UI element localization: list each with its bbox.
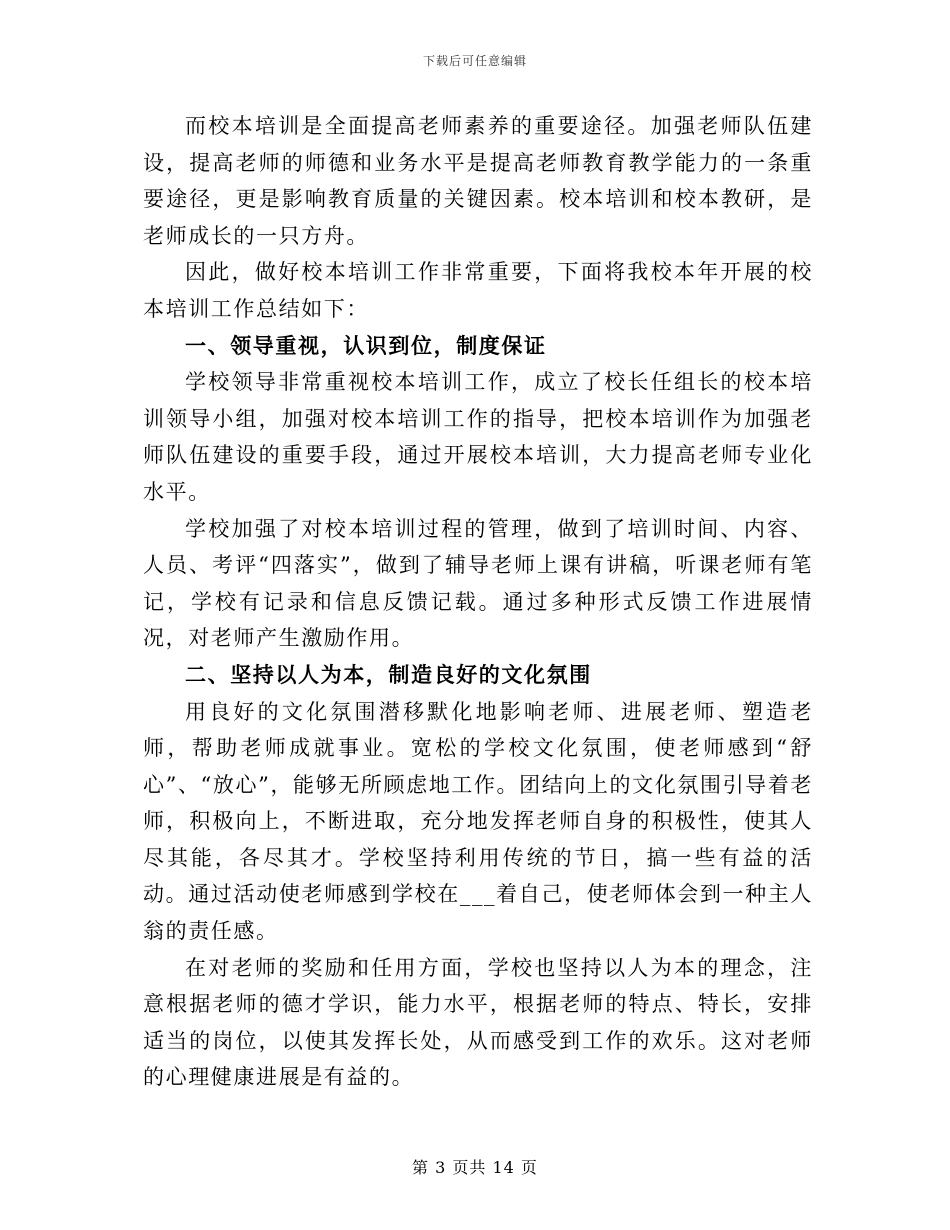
- section-heading-1: 一、领导重视，认识到位，制度保证: [185, 333, 547, 358]
- paragraph-6: 在对老师的奖励和任用方面，学校也坚持以人为本的理念，注意根据老师的德才学识，能力水平，根据老师的特点、特长，安排适当的岗位，以使其发挥长处，从而感受到工作的欢乐。这对老师的心理健康进展是有益的。: [143, 955, 813, 1090]
- paragraph-2: 因此，做好校本培训工作非常重要，下面将我校本年开展的校本培训工作总结如下：: [143, 260, 813, 321]
- document-body: [143, 108, 813, 1096]
- paragraph-1: 而校本培训是全面提高老师素养的重要途径。加强老师队伍建设，提高老师的师德和业务水平是提高老师教育教学能力的一条重要途径，更是影响教育质量的关键因素。校本培训和校本教研，是老师成长的一只方舟。: [143, 114, 813, 248]
- page-header: 下载后可任意编辑: [422, 54, 527, 68]
- page-number: 第 3 页共 14 页: [412, 1158, 538, 1177]
- section-heading-2: 二、坚持以人为本，制造良好的文化氛围: [185, 662, 592, 687]
- paragraph-3: 学校领导非常重视校本培训工作，成立了校长任组长的校本培训领导小组，加强对校本培训工作的指导，把校本培训作为加强老师队伍建设的重要手段，通过开展校本培训，大力提高老师专业化水平。: [143, 370, 813, 504]
- paragraph-4: 学校加强了对校本培训过程的管理，做到了培训时间、内容、人员、考评“四落实”，做到了辅导老师上课有讲稿，听课老师有笔记，学校有记录和信息反馈记载。通过多种形式反馈工作进展情况，对老师产生激励作用。: [143, 516, 813, 651]
- paragraph-5: 用良好的文化氛围潜移默化地影响老师、进展老师、塑造老师，帮助老师成就事业。宽松的学校文化氛围，使老师感到“舒心”、“放心”，能够无所顾虑地工作。团结向上的文化氛围引导着老师，积极向上，不断进取，充分地发挥老师自身的积极性，使其人尽其能，各尽其才。学校坚持利用传统的节日，搞一些有益的活动。通过活动使老师感到学校在___着自己，使老师体会到一种主人翁的责任感。: [143, 699, 813, 944]
